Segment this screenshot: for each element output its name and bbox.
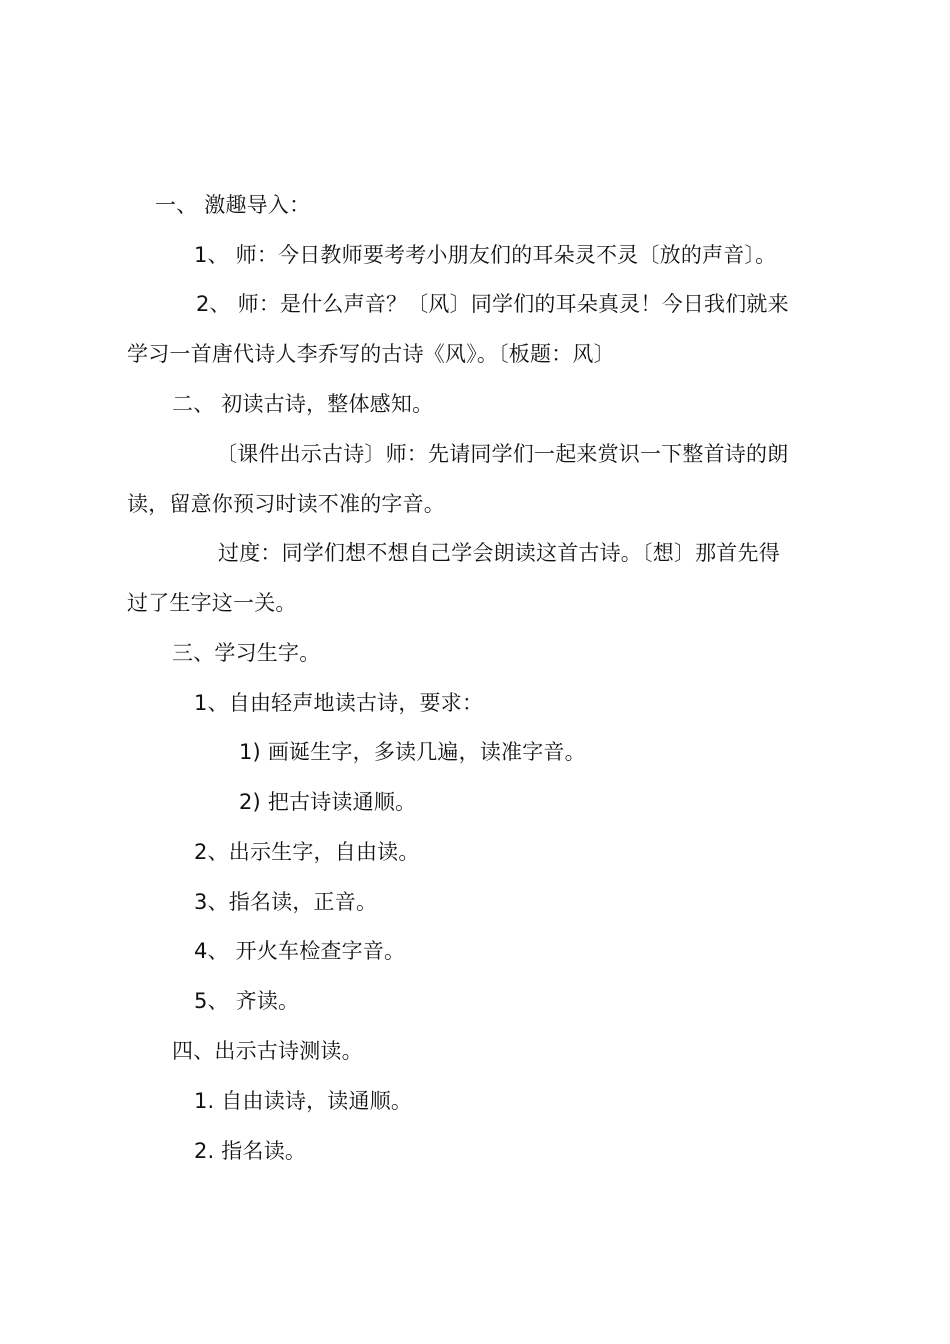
- heading-section-2: 二、 初读古诗，整体感知。: [172, 392, 434, 416]
- paragraph-line: 学习一首唐代诗人李乔写的古诗《风》。〔板题：风〕: [127, 342, 615, 366]
- list-item: 4、 开火车检查字音。: [194, 939, 406, 963]
- paragraph-line: 过了生字这一关。: [127, 591, 297, 615]
- list-item: 1. 自由读诗，读通顺。: [194, 1089, 413, 1113]
- list-item: 2、出示生字，自由读。: [194, 840, 420, 864]
- heading-section-4: 四、出示古诗测读。: [172, 1039, 363, 1063]
- sub-list-item: 2) 把古诗读通顺。: [239, 790, 417, 814]
- list-item: 3、指名读，正音。: [194, 890, 378, 914]
- heading-section-1: 一、 激趣导入：: [155, 193, 311, 217]
- heading-section-3: 三、学习生字。: [172, 641, 321, 665]
- paragraph-line: 2、 师：是什么声音？〔风〕同学们的耳朵真灵！今日我们就来: [196, 292, 789, 316]
- paragraph-line: 过度：同学们想不想自己学会朗读这首古诗。〔想〕那首先得: [218, 541, 780, 565]
- sub-list-item: 1) 画诞生字，多读几遍，读准字音。: [239, 740, 586, 764]
- paragraph-line: 〔课件出示古诗〕师：先请同学们一起来赏识一下整首诗的朗: [216, 442, 789, 466]
- list-item: 2. 指名读。: [194, 1139, 307, 1163]
- paragraph-line: 读，留意你预习时读不准的字音。: [127, 492, 445, 516]
- list-item: 1、自由轻声地读古诗，要求：: [194, 691, 484, 715]
- list-item: 5、 齐读。: [194, 989, 300, 1013]
- paragraph-line: 1、 师：今日教师要考考小朋友们的耳朵灵不灵〔放的声音〕。: [194, 243, 777, 267]
